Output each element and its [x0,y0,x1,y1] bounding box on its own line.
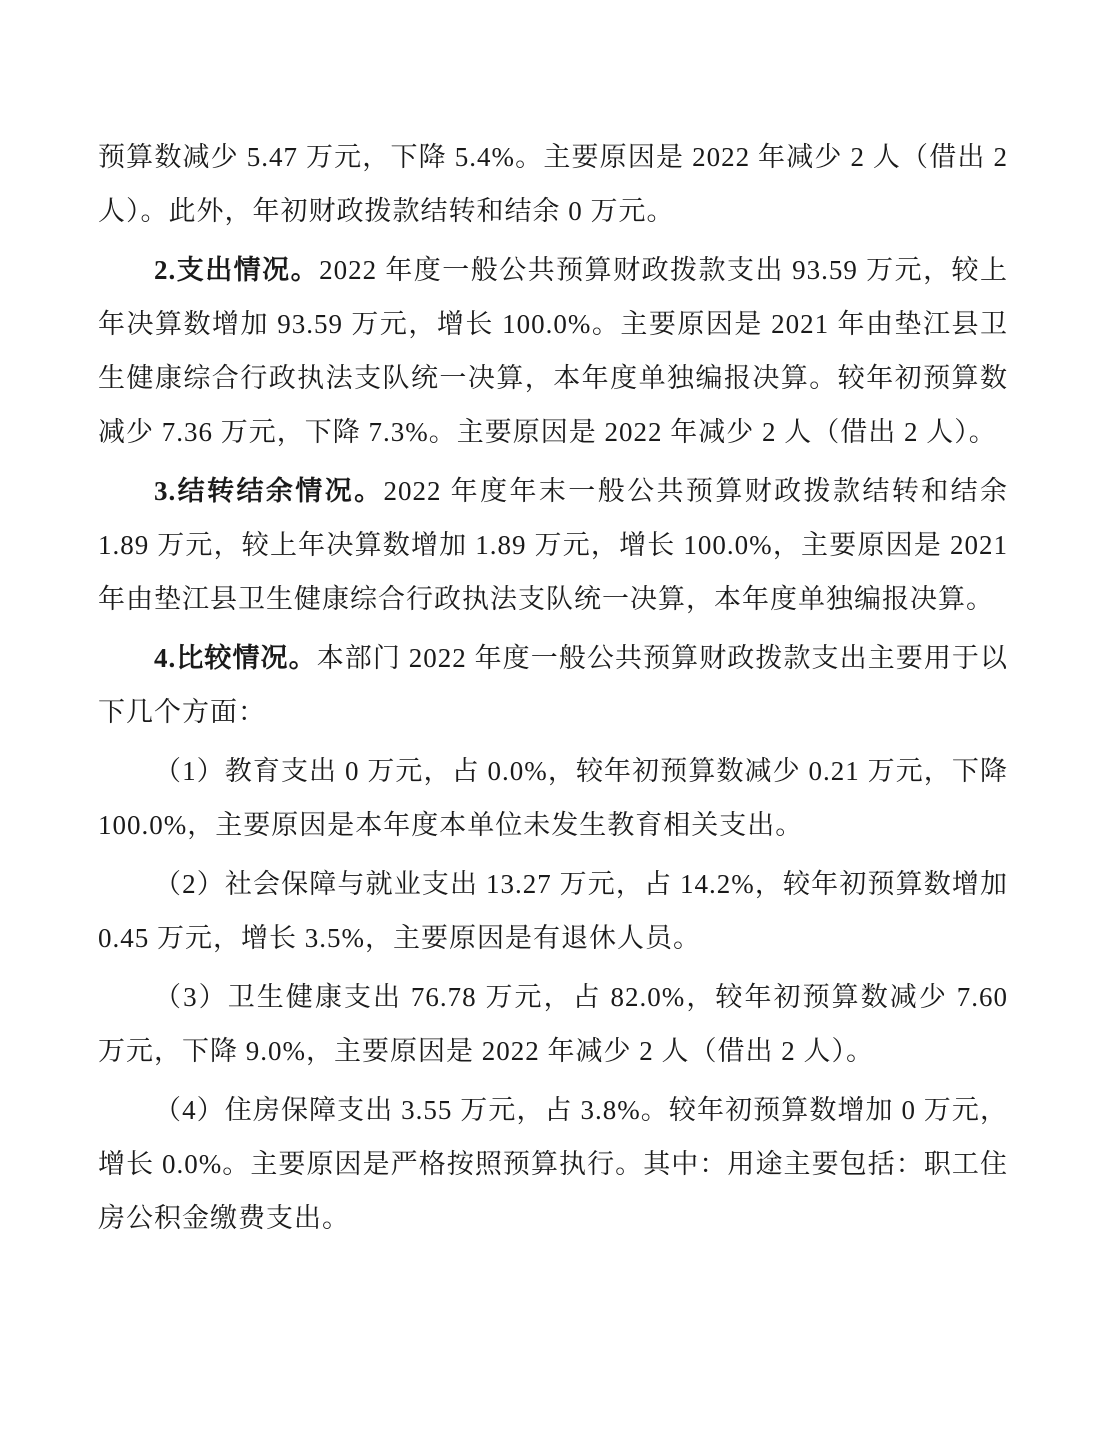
paragraph-budget-income-continued: 预算数减少 5.47 万元，下降 5.4%。主要原因是 2022 年减少 2 人（借出 2 人）。此外，年初财政拨款结转和结余 0 万元。 [98,142,1008,226]
list-item-health: （3）卫生健康支出 76.78 万元，占 82.0%，较年初预算数减少 7.60 万元，下降 9.0%，主要原因是 2022 年减少 2 人（借出 2 人）。 [98,982,1008,1066]
heading-comparison: 4.比较情况。 [154,643,317,673]
list-item-housing: （4）住房保障支出 3.55 万元，占 3.8%。较年初预算数增加 0 万元，增长 0.0%。主要原因是严格按照预算执行。其中：用途主要包括：职工住房公积金缴费支出。 [98,1095,1008,1233]
expenditure-body: 2022 年度一般公共预算财政拨款支出 93.59 万元，较上年决算数增加 93.59 万元，增长 100.0%。主要原因是 2021 年由垫江县卫生健康综合行政执法支队统一决算，本年度单独编报决算。较年初预算数减少 7.36 万元，下降 7.3%。主要原因是 2022 年减少 2 人（借出 2 人）。 [98,255,1009,447]
document-body [98,130,1008,1245]
carryover-body: 2022 年度年末一般公共预算财政拨款结转和结余 1.89 万元，较上年决算数增加 1.89 万元，增长 100.0%，主要原因是 2021 年由垫江县卫生健康综合行政执法支队统一决算，本年度单独编报决算。 [98,476,1009,614]
comparison-body: 本部门 2022 年度一般公共预算财政拨款支出主要用于以下几个方面： [98,643,1009,727]
list-item-education: （1）教育支出 0 万元，占 0.0%，较年初预算数减少 0.21 万元，下降 100.0%，主要原因是本年度本单位未发生教育相关支出。 [98,756,1008,840]
paragraph-expenditure [98,243,1008,459]
paragraph-comparison [98,631,1008,739]
paragraph-carryover [98,464,1008,626]
heading-carryover: 3.结转结余情况。 [154,476,384,506]
heading-expenditure: 2.支出情况。 [154,255,320,285]
list-item-social-security: （2）社会保障与就业支出 13.27 万元，占 14.2%，较年初预算数增加 0.45 万元，增长 3.5%，主要原因是有退休人员。 [98,869,1008,953]
